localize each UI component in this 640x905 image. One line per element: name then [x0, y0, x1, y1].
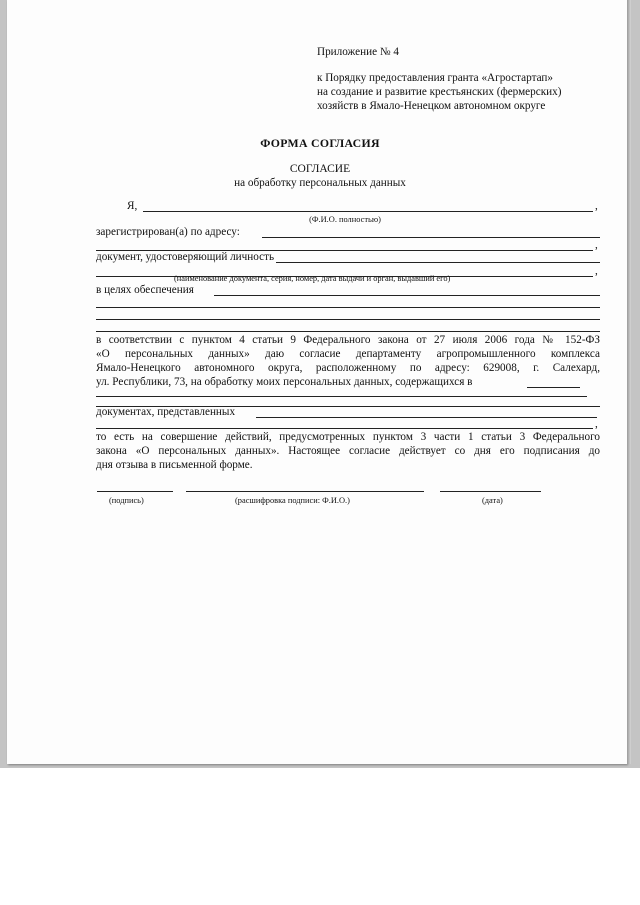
date-line[interactable] [440, 491, 541, 492]
signature-decode-line[interactable] [186, 491, 424, 492]
signature-caption: (подпись) [109, 496, 144, 505]
consent-subheading: на обработку персональных данных [234, 177, 406, 189]
paragraph-1-line-2: «О персональных данных» даю согласие департаменту агропромышленного комплекса [96, 348, 600, 360]
fio-input-line[interactable] [143, 211, 593, 212]
document-comma: , [595, 265, 598, 277]
purpose-input-line-3[interactable] [96, 319, 600, 320]
purpose-input-line-2[interactable] [96, 307, 600, 308]
date-caption: (дата) [482, 496, 503, 505]
address-comma: , [595, 239, 598, 251]
paragraph-2-line-3: дня отзыва в письменной форме. [96, 459, 253, 471]
signature-line[interactable] [97, 491, 173, 492]
fio-comma: , [595, 200, 598, 212]
documents-input-line-0[interactable] [527, 387, 580, 388]
appendix-reference-line-3: хозяйств в Ямало-Ненецком автономном округе [317, 100, 546, 112]
appendix-reference-line-1: к Порядку предоставления гранта «Агростартап» [317, 72, 554, 84]
document-label: документ, удостоверяющий личность [96, 251, 275, 263]
form-title: ФОРМА СОГЛАСИЯ [260, 136, 380, 150]
consent-heading: СОГЛАСИЕ [289, 163, 351, 175]
documents-label: документах, представленных [96, 406, 236, 418]
documents-presented-line-1[interactable] [256, 417, 597, 418]
address-input-line-1[interactable] [262, 237, 600, 238]
document-input-line-1[interactable] [276, 262, 600, 263]
purpose-input-line-4[interactable] [96, 331, 600, 332]
fio-caption: (Ф.И.О. полностью) [309, 215, 381, 224]
appendix-number: Приложение № 4 [317, 46, 399, 58]
paragraph-1-line-1: в соответствии с пунктом 4 статьи 9 Федерального закона от 27 июля 2006 года № 152-ФЗ [96, 334, 600, 346]
purpose-label: в целях обеспечения [96, 284, 194, 296]
paragraph-2-line-1: то есть на совершение действий, предусмотренных пунктом 3 части 1 статьи 3 Федерального [96, 431, 600, 443]
document-caption: (наименование документа, серия, номер, дата выдачи и орган, выдавший его) [174, 274, 451, 283]
i-prefix: Я, [127, 200, 138, 212]
paragraph-2-line-2: закона «О персональных данных». Настоящее согласие действует со дня его подписания до [96, 445, 600, 457]
documents-comma: , [595, 418, 598, 430]
appendix-reference-line-2: на создание и развитие крестьянских (фермерских) [317, 86, 562, 98]
signature-decode-caption: (расшифровка подписи: Ф.И.О.) [235, 496, 350, 505]
address-label: зарегистрирован(а) по адресу: [96, 226, 240, 238]
paragraph-1-line-3: Ямало-Ненецкого автономного округа, расположенному по адресу: 629008, г. Салехард, [96, 362, 600, 374]
purpose-input-line-1[interactable] [214, 295, 600, 296]
page-edge-shadow [627, 0, 631, 764]
paragraph-1-line-4: ул. Республики, 73, на обработку моих персональных данных, содержащихся в [96, 376, 473, 388]
documents-presented-line-2[interactable] [96, 428, 593, 429]
documents-input-line-1[interactable] [96, 396, 587, 397]
